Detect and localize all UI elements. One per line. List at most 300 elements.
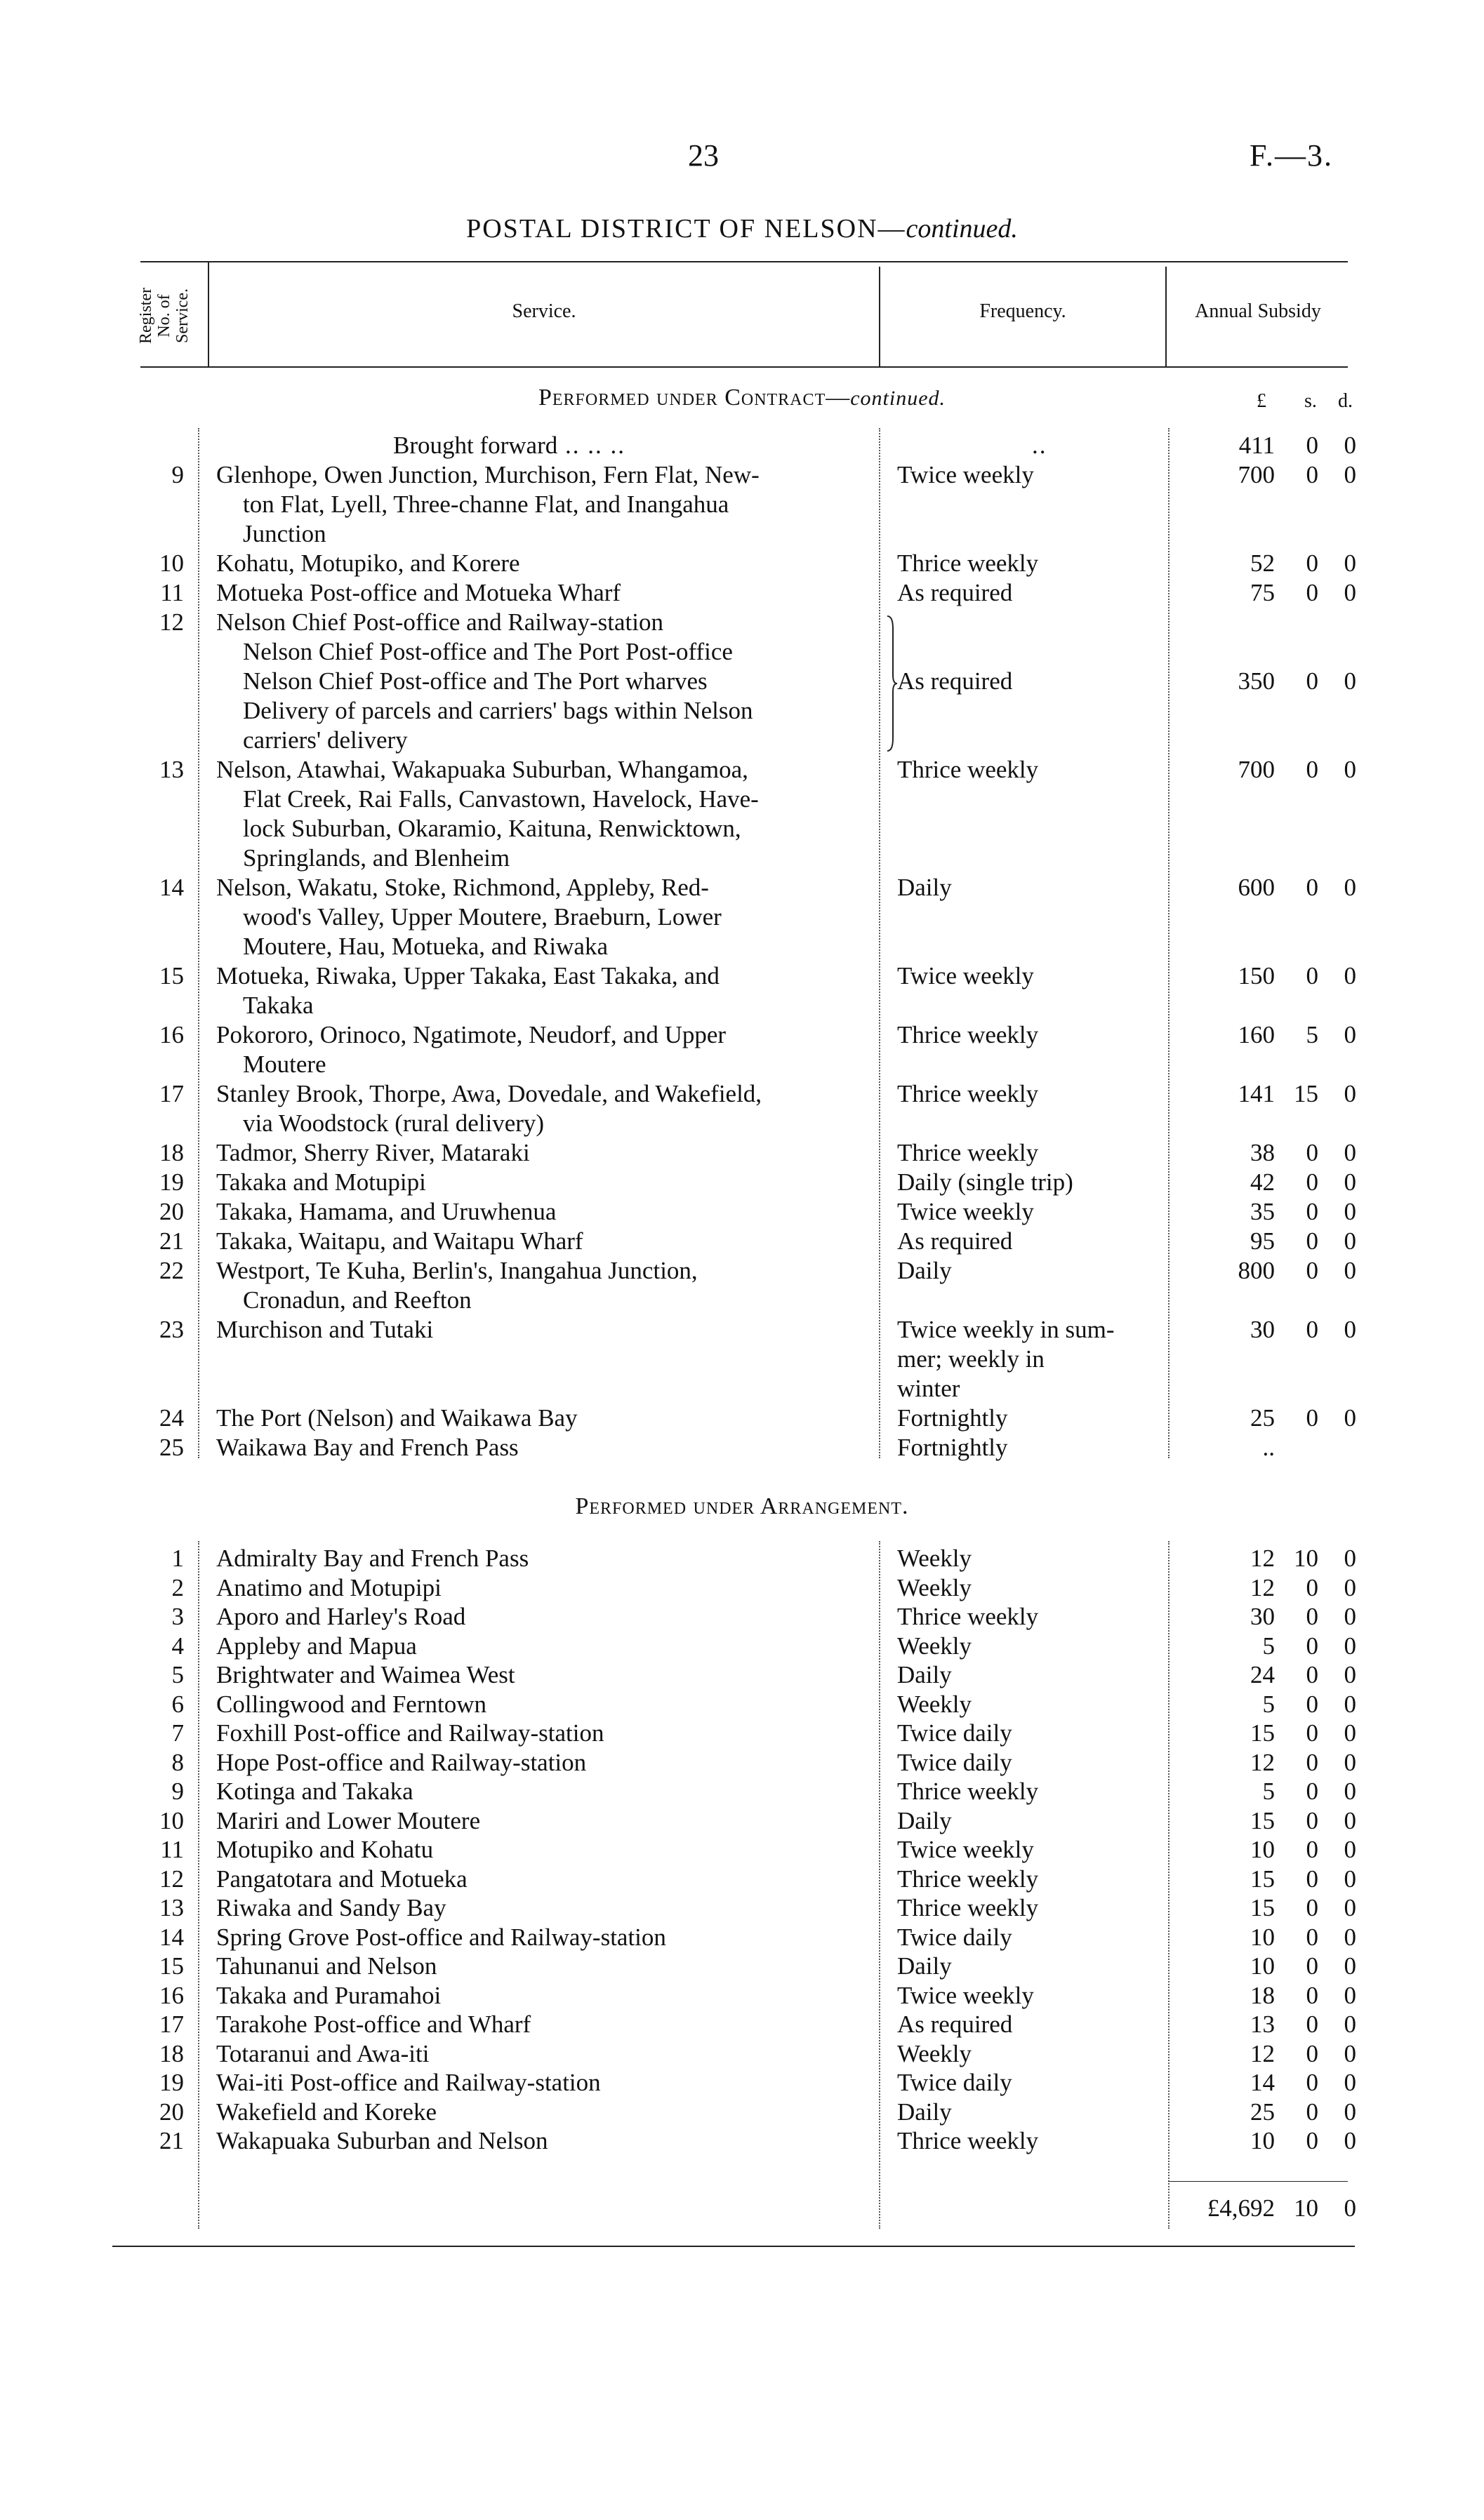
subsidy-column-header: Annual Subsidy [1195,300,1321,322]
register-number: 13 [159,1894,184,1921]
pence-value: 0 [1344,1923,1356,1951]
pounds-value: 350 [1238,667,1275,695]
register-number: 8 [171,1748,184,1776]
service-line: Glenhope, Owen Junction, Murchison, Fern Flat, New- [216,461,760,488]
shillings-value: 0 [1306,2127,1318,2154]
service-line: Waikawa Bay and French Pass [216,1434,519,1461]
pence-value: 0 [1344,1719,1356,1747]
shillings-value: 0 [1306,1806,1318,1834]
register-header-line: No. of [155,294,173,338]
pence-value: 0 [1344,1404,1356,1432]
pounds-value: 30 [1250,1316,1275,1343]
service-description: Admiralty Bay and French Pass [216,1545,529,1572]
frequency-line: Twice weekly [897,962,1034,989]
frequency-value [897,1138,1164,1168]
frequency-value: As required [897,2011,1013,2038]
pounds-value: 38 [1250,1139,1275,1166]
document-reference: F.—3. [1250,138,1333,173]
frequency-value [897,1197,1164,1227]
pence-value: 0 [1344,1836,1356,1863]
pounds-value: 15 [1250,1865,1275,1893]
frequency-value: Thrice weekly [897,2127,1039,2154]
register-number: 9 [171,1778,184,1805]
frequency-line: Daily (single trip) [897,1168,1073,1196]
pence-value: 0 [1344,1316,1356,1343]
pence-value: 0 [1344,1952,1356,1980]
pounds-value: 600 [1238,874,1275,901]
frequency-line: winter [897,1375,960,1402]
brought-forward-label-wrap [216,431,876,460]
register-number: 13 [159,756,184,783]
table-bottom-rule [112,2246,1355,2247]
service-description [216,961,876,1020]
frequency-value: Thrice weekly [897,1778,1039,1805]
pounds-value: .. [1262,1434,1275,1461]
pounds-value: 411 [1238,432,1275,459]
frequency-line: Daily [897,874,952,901]
frequency-value [897,1315,1164,1404]
pence-value: 0 [1344,1778,1356,1805]
register-number: 1 [171,1545,184,1572]
frequency-line: Twice weekly [897,1198,1034,1225]
register-number: 7 [171,1719,184,1747]
register-number: 21 [159,2127,184,2154]
pounds-value: 12 [1250,1545,1275,1572]
register-number: 5 [171,1661,184,1688]
pence-value: 0 [1344,1894,1356,1921]
pounds-value: 700 [1238,756,1275,783]
frequency-value [897,1227,1164,1256]
frequency-column-header: Frequency. [979,300,1066,322]
frequency-value: Twice daily [897,1719,1012,1747]
frequency-value [897,1168,1164,1197]
shillings-value: 0 [1306,962,1318,989]
pounds-value: 95 [1250,1227,1275,1255]
pence-value: 0 [1344,1690,1356,1718]
service-line: Nelson, Atawhai, Wakapuaka Suburban, Whangamoa, [216,756,748,783]
shillings-value: 0 [1306,2069,1318,2096]
register-number: 2 [171,1573,184,1601]
service-line: Takaka [243,992,314,1019]
shillings-value: 0 [1306,1952,1318,1980]
frequency-value: Thrice weekly [897,1865,1039,1893]
frequency-value [897,1079,1164,1109]
shillings-value: 0 [1306,2039,1318,2067]
service-description: Wakapuaka Suburban and Nelson [216,2127,548,2154]
shillings-value: 0 [1306,1865,1318,1893]
frequency-line: mer; weekly in [897,1345,1045,1373]
brought-forward-label: Brought forward [393,432,558,459]
column-divider [1165,267,1167,366]
pence-value: 0 [1344,1573,1356,1601]
frequency-value: Weekly [897,1632,972,1660]
register-number: 22 [159,1257,184,1284]
register-number: 17 [159,1080,184,1107]
shillings-header: s. [1304,390,1317,412]
service-description: Appleby and Mapua [216,1632,417,1660]
shillings-value: 0 [1306,1404,1318,1432]
total-pounds: £4,692 [1207,2194,1275,2222]
shillings-value: 10 [1294,1545,1318,1572]
frequency-value [897,460,1164,490]
shillings-value: 0 [1306,1661,1318,1688]
pounds-value: 141 [1238,1080,1275,1107]
frequency-line: Thrice weekly [897,1080,1039,1107]
frequency-value [897,873,1164,902]
service-description [216,1404,876,1433]
pence-value: 0 [1344,1198,1356,1225]
shillings-value: 0 [1306,579,1318,606]
arrangement-section-title [0,1493,1484,1520]
register-number: 18 [159,1139,184,1166]
table-header-rule [140,366,1348,368]
shillings-value: 0 [1306,549,1318,577]
shillings-value: 0 [1306,874,1318,901]
register-number: 16 [159,1021,184,1048]
register-number: 17 [159,2011,184,2038]
frequency-value: Twice weekly [897,1836,1034,1863]
shillings-value: 0 [1306,1923,1318,1951]
register-number: 14 [159,1923,184,1951]
shillings-value: 0 [1306,1603,1318,1630]
service-line: Nelson Chief Post-office and The Port Post-office [243,638,733,665]
pounds-value: 10 [1250,2127,1275,2154]
pence-value: 0 [1344,2069,1356,2096]
pence-value: 0 [1344,579,1356,606]
column-divider [208,262,209,366]
service-line: Westport, Te Kuha, Berlin's, Inangahua Junction, [216,1257,698,1284]
frequency-line: Daily [897,1257,952,1284]
frequency-value: Daily [897,2098,952,2126]
pounds-value: 12 [1250,1573,1275,1601]
leader-dots: .. [1032,432,1047,459]
service-description: Riwaka and Sandy Bay [216,1894,446,1921]
service-description [216,1138,876,1168]
register-number: 21 [159,1227,184,1255]
frequency-value: Weekly [897,1690,972,1718]
frequency-line: Twice weekly in sum- [897,1316,1115,1343]
shillings-value: 15 [1294,1080,1318,1107]
register-number: 10 [159,1806,184,1834]
register-header-line: Register [137,288,155,344]
register-number: 12 [159,1865,184,1893]
service-line: Takaka and Motupipi [216,1168,426,1196]
pounds-value: 35 [1250,1198,1275,1225]
pounds-value: 700 [1238,461,1275,488]
frequency-value [897,667,1164,696]
service-description [216,1197,876,1227]
register-number: 6 [171,1690,184,1718]
register-number: 20 [159,2098,184,2126]
pence-value: 0 [1344,2127,1356,2154]
total-rule [1168,2181,1348,2182]
page-number: 23 [688,138,719,173]
column-guide [1168,428,1170,1458]
column-guide [198,1541,199,2229]
service-line: Nelson Chief Post-office and Railway-station [216,608,664,636]
register-number: 4 [171,1632,184,1660]
frequency-value: Twice daily [897,1923,1012,1951]
pounds-value: 800 [1238,1257,1275,1284]
frequency-line: Thrice weekly [897,549,1039,577]
pence-value: 0 [1344,962,1356,989]
service-line: ton Flat, Lyell, Three-channe Flat, and Inangahua [243,491,729,518]
pounds-value: 15 [1250,1719,1275,1747]
frequency-value: Twice daily [897,1748,1012,1776]
frequency-value [897,549,1164,578]
pounds-value: 25 [1250,1404,1275,1432]
service-line: Junction [243,520,326,547]
service-description: Spring Grove Post-office and Railway-station [216,1923,666,1951]
service-line: Motueka Post-office and Motueka Wharf [216,579,621,606]
pence-value: 0 [1344,1865,1356,1893]
service-description: Hope Post-office and Railway-station [216,1748,587,1776]
shillings-value: 0 [1306,1894,1318,1921]
pence-value: 0 [1344,1168,1356,1196]
pounds-value: 52 [1250,549,1275,577]
frequency-line: Fortnightly [897,1434,1008,1461]
shillings-value: 0 [1306,2011,1318,2038]
frequency-value: Twice weekly [897,1981,1034,2009]
pence-value: 0 [1344,874,1356,901]
pence-value: 0 [1344,2039,1356,2067]
service-description: Wai-iti Post-office and Railway-station [216,2069,601,2096]
frequency-value [897,1020,1164,1050]
service-description: Mariri and Lower Moutere [216,1806,481,1834]
service-description: Foxhill Post-office and Railway-station [216,1719,604,1747]
pounds-value: 10 [1250,1923,1275,1951]
service-description: Takaka and Puramahoi [216,1981,442,2009]
service-description [216,873,876,961]
pence-value: 0 [1344,756,1356,783]
frequency-value: Weekly [897,1545,972,1572]
leader-dots: .. .. .. [557,432,626,459]
register-number: 19 [159,2069,184,2096]
shillings-value: 0 [1306,2098,1318,2126]
service-description [216,1315,876,1345]
frequency-value [897,578,1164,608]
contract-section-continued: continued. [850,387,946,410]
service-description: Aporo and Harley's Road [216,1603,466,1630]
service-line: Cronadun, and Reefton [243,1286,472,1314]
title-main: POSTAL DISTRICT OF NELSON— [466,214,906,244]
total-shillings: 10 [1294,2194,1318,2222]
frequency-line: Twice weekly [897,461,1034,488]
service-description [216,1168,876,1197]
register-number: 14 [159,874,184,901]
service-description [216,608,876,755]
service-line: Motueka, Riwaka, Upper Takaka, East Takaka, and [216,962,720,989]
service-line: Nelson, Wakatu, Stoke, Richmond, Appleby, Red- [216,874,709,901]
service-line: The Port (Nelson) and Waikawa Bay [216,1404,578,1432]
pence-value: 0 [1344,1021,1356,1048]
pounds-value: 15 [1250,1894,1275,1921]
service-description [216,1079,876,1138]
pence-value: 0 [1344,1257,1356,1284]
pounds-value: 18 [1250,1981,1275,2009]
frequency-value: Weekly [897,1573,972,1601]
frequency-line: As required [897,1227,1013,1255]
service-column-header: Service. [512,300,576,322]
register-number: 24 [159,1404,184,1432]
column-guide [198,428,199,1458]
service-description [216,1256,876,1315]
frequency-value: Thrice weekly [897,1894,1039,1921]
shillings-value: 0 [1306,1198,1318,1225]
service-line: via Woodstock (rural delivery) [243,1109,545,1137]
service-line: Flat Creek, Rai Falls, Canvastown, Havelock, Have- [243,785,759,813]
service-description [216,755,876,873]
service-line: Delivery of parcels and carriers' bags within Nelson [243,697,753,724]
title-continued: continued. [906,214,1018,244]
pounds-value: 75 [1250,579,1275,606]
service-line: Springlands, and Blenheim [243,844,510,872]
shillings-value: 0 [1306,756,1318,783]
register-column-header [122,267,206,365]
pounds-value: 42 [1250,1168,1275,1196]
shillings-value: 0 [1306,1981,1318,2009]
service-description [216,460,876,549]
register-number: 16 [159,1981,184,2009]
pounds-value: 13 [1250,2011,1275,2038]
pounds-value: 160 [1238,1021,1275,1048]
frequency-value: Thrice weekly [897,1603,1039,1630]
frequency-value [897,961,1164,991]
service-description: Pangatotara and Motueka [216,1865,468,1893]
service-line: Kohatu, Motupiko, and Korere [216,549,520,577]
service-line: lock Suburban, Okaramio, Kaituna, Renwicktown, [243,815,741,842]
total-pence: 0 [1344,2194,1356,2222]
pounds-value: 25 [1250,2098,1275,2126]
column-guide [879,1541,880,2229]
shillings-value: 0 [1306,1316,1318,1343]
pounds-value: 10 [1250,1952,1275,1980]
brace-symbol [886,615,899,752]
service-line: carriers' delivery [243,726,408,754]
frequency-line: As required [897,579,1013,606]
service-description [216,578,876,608]
shillings-value: 0 [1306,1748,1318,1776]
service-description [216,1227,876,1256]
frequency-line: Thrice weekly [897,1021,1039,1048]
register-number: 19 [159,1168,184,1196]
service-description: Motupiko and Kohatu [216,1836,434,1863]
pence-value: 0 [1344,1080,1356,1107]
pence-value: 0 [1344,2011,1356,2038]
pence-value: 0 [1344,1545,1356,1572]
service-line: wood's Valley, Upper Moutere, Braeburn, Lower [243,903,722,931]
frequency-line: Thrice weekly [897,1139,1039,1166]
pence-header: d. [1338,390,1353,412]
frequency-value: Daily [897,1661,952,1688]
page-title [0,213,1484,244]
pence-value: 0 [1344,1806,1356,1834]
pence-value: 0 [1344,1981,1356,2009]
pence-value: 0 [1344,1603,1356,1630]
register-number: 11 [160,1836,184,1863]
frequency-value: Twice daily [897,2069,1012,2096]
register-number: 15 [159,962,184,989]
pence-value: 0 [1344,1748,1356,1776]
register-number: 25 [159,1434,184,1461]
shillings-value: 5 [1306,1021,1318,1048]
service-description: Tahunanui and Nelson [216,1952,437,1980]
arrangement-section-label: Performed under Arrangement. [575,1493,909,1519]
column-guide [1168,1541,1170,2229]
shillings-value: 0 [1306,1690,1318,1718]
service-description: Collingwood and Ferntown [216,1690,486,1718]
service-line: Pokororo, Orinoco, Ngatimote, Neudorf, and Upper [216,1021,727,1048]
pence-value: 0 [1344,2098,1356,2126]
shillings-value: 0 [1306,461,1318,488]
shillings-value: 0 [1306,1227,1318,1255]
pounds-value: 15 [1250,1806,1275,1834]
frequency-line: As required [897,667,1013,695]
table-top-rule [140,261,1348,262]
register-number: 9 [171,461,184,488]
shillings-value: 0 [1306,1778,1318,1805]
pounds-value: 5 [1262,1690,1275,1718]
pence-value: 0 [1344,1139,1356,1166]
frequency-value [897,1433,1164,1462]
frequency-value [897,1256,1164,1286]
service-description: Wakefield and Koreke [216,2098,437,2126]
register-number: 10 [159,549,184,577]
shillings-value: 0 [1306,1257,1318,1284]
service-description: Anatimo and Motupipi [216,1573,442,1601]
pence-value: 0 [1344,1632,1356,1660]
frequency-value [897,1404,1164,1433]
frequency-line: Fortnightly [897,1404,1008,1432]
column-divider [879,267,880,366]
pence-value: 0 [1344,1227,1356,1255]
register-number: 18 [159,2039,184,2067]
frequency-value: Daily [897,1952,952,1980]
pounds-value: 5 [1262,1778,1275,1805]
pounds-value: 24 [1250,1661,1275,1688]
register-number: 15 [159,1952,184,1980]
pounds-value: 150 [1238,962,1275,989]
frequency-line: Thrice weekly [897,756,1039,783]
service-description: Tarakohe Post-office and Wharf [216,2011,531,2038]
shillings-value: 0 [1306,667,1318,695]
pence-value: 0 [1344,549,1356,577]
shillings-value: 0 [1306,1573,1318,1601]
pounds-value: 10 [1250,1836,1275,1863]
register-number: 12 [159,608,184,636]
register-number: 20 [159,1198,184,1225]
pounds-value: 14 [1250,2069,1275,2096]
service-description [216,1433,876,1462]
service-line: Takaka, Hamama, and Uruwhenua [216,1198,557,1225]
frequency-value: Weekly [897,2039,972,2067]
pounds-header: £ [1257,390,1266,412]
column-guide [879,428,880,1458]
register-number: 23 [159,1316,184,1343]
service-line: Nelson Chief Post-office and The Port wharves [243,667,708,695]
service-line: Tadmor, Sherry River, Mataraki [216,1139,530,1166]
pounds-value: 12 [1250,1748,1275,1776]
frequency-value [897,755,1164,785]
shillings-value: 0 [1306,1632,1318,1660]
pounds-value: 30 [1250,1603,1275,1630]
service-line: Murchison and Tutaki [216,1316,434,1343]
shillings-value: 0 [1306,1719,1318,1747]
service-description: Brightwater and Waimea West [216,1661,515,1688]
pence-value: 0 [1344,461,1356,488]
pounds-value: 5 [1262,1632,1275,1660]
shillings-value: 0 [1306,432,1318,459]
